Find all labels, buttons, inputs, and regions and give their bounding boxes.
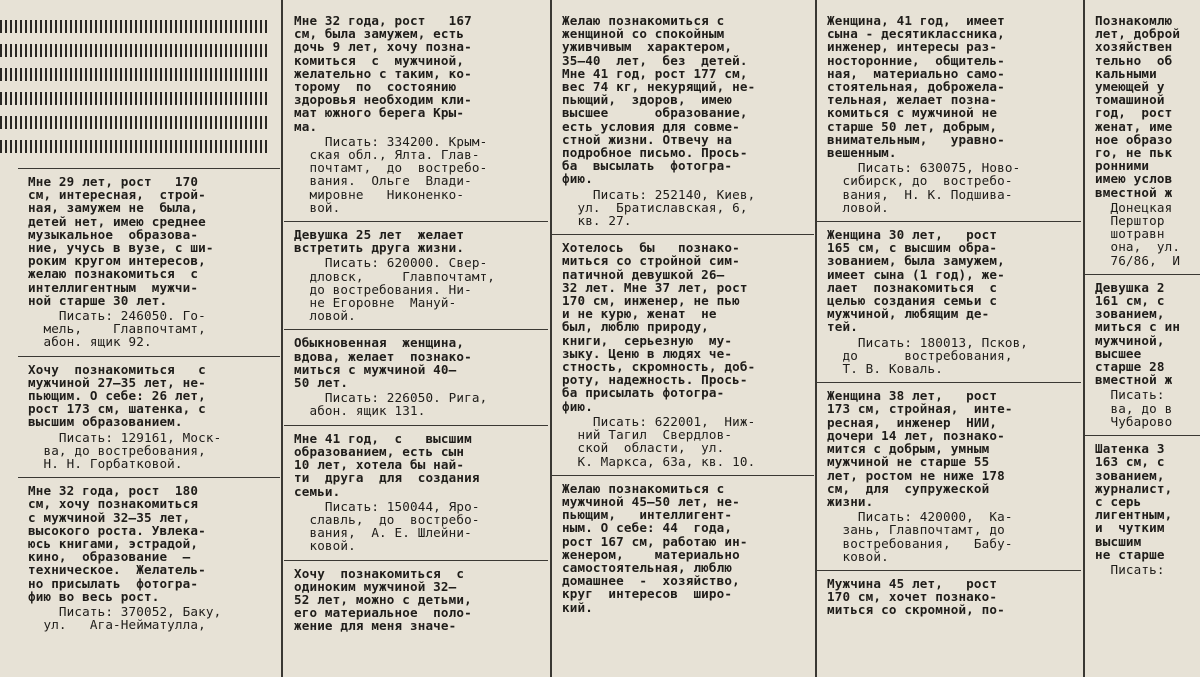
ad-contact: Писать: 334200. Крым- ская обл., Ялта. Глав- почтамт, до востребо- вания. Ольге Влади- мировне Никоненко- вой. <box>309 133 488 215</box>
personal-ad <box>817 383 1081 571</box>
column-2 <box>284 8 548 677</box>
hatch-stripe <box>0 92 268 105</box>
ad-contact: Писать: 622001, Ниж- ний Тагил Свердлов- ской области, ул. К. Маркса, 63а, кв. 10. <box>577 413 756 469</box>
hatch-stripe <box>0 20 268 33</box>
hatch-stripe <box>0 140 268 153</box>
ad-contact: Писать: 180013, Псков, до востребования, Т. В. Коваль. <box>842 334 1029 377</box>
personal-ad <box>284 561 548 640</box>
ad-text: Мне 41 год, с высшим образованием, есть сын 10 лет, хотела бы най- ти друга для создания семьи. <box>294 430 480 499</box>
personal-ad <box>1085 436 1200 583</box>
personal-ad <box>552 476 814 621</box>
ad-text: Мне 29 лет, рост 170 см, интересная, строй- ная, замужем не была, детей нет, имею среднее музыкальное образова- ние, учусь в вузе, с ши- роким кругом интересов, желаю познакомиться с интеллигентным мужчи- ной старше 30 лет. <box>28 174 214 308</box>
ad-contact: Писать: ва, до в Чубарово <box>1110 387 1173 429</box>
ad-text: Мне 32 года, рост 180 см, хочу познакомиться с мужчиной 32—35 лет, высокого роста. Увлека- юсь книгами, эстрадой, кино, образование — техническое. Желатель- но присылать фотогра- фию во весь рост. <box>28 483 206 604</box>
hatch-stripe <box>0 68 268 81</box>
personal-ad <box>18 357 280 479</box>
column-4 <box>817 8 1081 677</box>
ad-text: Обыкновенная женщина, вдова, желает познако- миться с мужчиной 40— 50 лет. <box>294 335 472 391</box>
ad-contact: Писать: 420000, Ка- зань, Главпочтамт, до востребования, Бабу- ковой. <box>842 509 1013 564</box>
column-5 <box>1085 8 1200 677</box>
personal-ad <box>552 8 814 235</box>
personal-ad <box>284 8 548 222</box>
ad-contact: Писать: 370052, Баку, ул. Ага-Нейматулла, <box>43 604 222 633</box>
ad-text: Мне 32 года, рост 167 см, была замужем, есть дочь 9 лет, хочу позна- комиться с мужчиной, желательно с таким, ко- торому по состоянию здоровья необходим кли- мат южного берега Кры- ма. <box>294 13 472 134</box>
personal-ad <box>18 169 280 357</box>
ad-contact: Писать: 252140, Киев, ул. Братиславская, 6, кв. 27. <box>577 186 756 229</box>
hatch-stripe <box>0 44 268 57</box>
personal-ad <box>284 426 548 561</box>
personal-ad <box>817 571 1081 624</box>
ad-contact: Писать: <box>1095 561 1165 577</box>
personal-ad <box>552 235 814 475</box>
personal-ad <box>1085 275 1200 436</box>
ad-text: Желаю познакомиться с женщиной со спокойным уживчивым характером, 35—40 лет, без детей. Мне 41 год, рост 177 см, вес 74 кг, некурящий, не- пьющий, здоров, имею высшее образование, есть условия для совме- стной жизни. Отвечу на подробное письмо. Прось- ба высылать фотогра- фию. <box>562 13 756 187</box>
ad-contact: Писать: 630075, Ново- сибирск, до востребо- вания, Н. К. Подшива- ловой. <box>842 160 1021 215</box>
ad-contact: Донецкая Перштор шотравн она, ул. 76/86, И <box>1110 199 1181 268</box>
ad-text: Хочу познакомиться с мужчиной 27—35 лет, не- пьющим. О себе: 26 лет, рост 173 см, шатенка, с высшим образованием. <box>28 361 206 430</box>
personal-ad <box>284 330 548 425</box>
ad-text: Женщина 38 лет, рост 173 см, стройная, инте- ресная, инженер НИИ, дочери 14 лет, познако- мится с добрым, умным мужчиной не старше 55 лет, ростом не ниже 178 см, для супружеской жизни. <box>827 388 1013 509</box>
ad-text: Хочу познакомиться с одиноким мужчиной 32— 52 лет, можно с детьми, его материальное поло- жение для меня значе- <box>294 565 472 634</box>
ad-text: Девушка 2 161 см, с зованием, миться с ин мужчиной, высшее старше 28 вместной ж <box>1095 279 1181 388</box>
ad-contact: Писать: 246050. Го- мель, Главпочтамт, абон. ящик 92. <box>43 308 206 350</box>
ad-contact: Писать: 620000. Свер- дловск, Главпочтамт, до востребования. Ни- не Егоровне Мануй- ловой. <box>309 255 496 324</box>
ad-text: Желаю познакомиться с мужчиной 45—50 лет, не- пьющим, интеллигент- ным. О себе: 44 года, рост 167 см, работаю ин- женером, материально самостоятельная, люблю домашнее - хозяйство, круг интересов широ- кий. <box>562 480 748 615</box>
personal-ad <box>284 222 548 330</box>
personal-ad <box>18 478 280 638</box>
column-3 <box>552 8 814 677</box>
ad-contact: Писать: 226050. Рига, абон. ящик 131. <box>309 390 488 419</box>
ad-contact: Писать: 129161, Моск- ва, до востребования, Н. Н. Горбатковой. <box>43 429 222 472</box>
personal-ad <box>817 222 1081 383</box>
personal-ad <box>1085 8 1200 275</box>
column-rule <box>281 0 283 677</box>
decorative-hatched-band <box>0 0 268 165</box>
ad-text: Шатенка 3 163 см, с зованием, журналист, с серь лигентным, и чутким высшим не старше <box>1095 441 1173 562</box>
ad-text: Мужчина 45 лет, рост 170 см, хочет познако- миться со скромной, по- <box>827 575 1005 618</box>
ad-text: Женщина, 41 год, имеет сына - десятиклассника, инженер, интересы раз- носторонние, общитель- ная, материально само- стоятельная, доброжела- тельная, желает позна- комиться с мужчиной не старше 50 лет, добрым, внимательным, уравно- вешенным. <box>827 13 1005 161</box>
ad-text: Девушка 25 лет желает встретить друга жизни. <box>294 227 465 256</box>
hatch-stripe <box>0 116 268 129</box>
personal-ad <box>817 8 1081 222</box>
ad-text: Познакомлю лет, доброй хозяйствен тельно об кальными умеющей у томашиной год, рост женат, име ное образо го, не пьк ронними имею услов вместной ж <box>1095 13 1181 200</box>
ad-text: Женщина 30 лет, рост 165 см, с высшим обра- зованием, была замужем, имеет сына (1 год), же- лает познакомиться с целью создания семьи с мужчиной, любящим де- тей. <box>827 227 1005 335</box>
column-1 <box>18 168 280 677</box>
ad-contact: Писать: 150044, Яро- славль, до востребо- вания, А. Е. Шлейни- ковой. <box>309 498 480 554</box>
ad-text: Хотелось бы познако- миться со стройной сим- патичной девушкой 26— 32 лет. Мне 37 лет, рост 170 см, инженер, не пью и не курю, женат не был, люблю природу, книги, серьезную му- зыку. Ценю в людях че- стность, скромность, доб- роту, надежность. Прось- ба присылать фотогра- фию. <box>562 240 756 414</box>
